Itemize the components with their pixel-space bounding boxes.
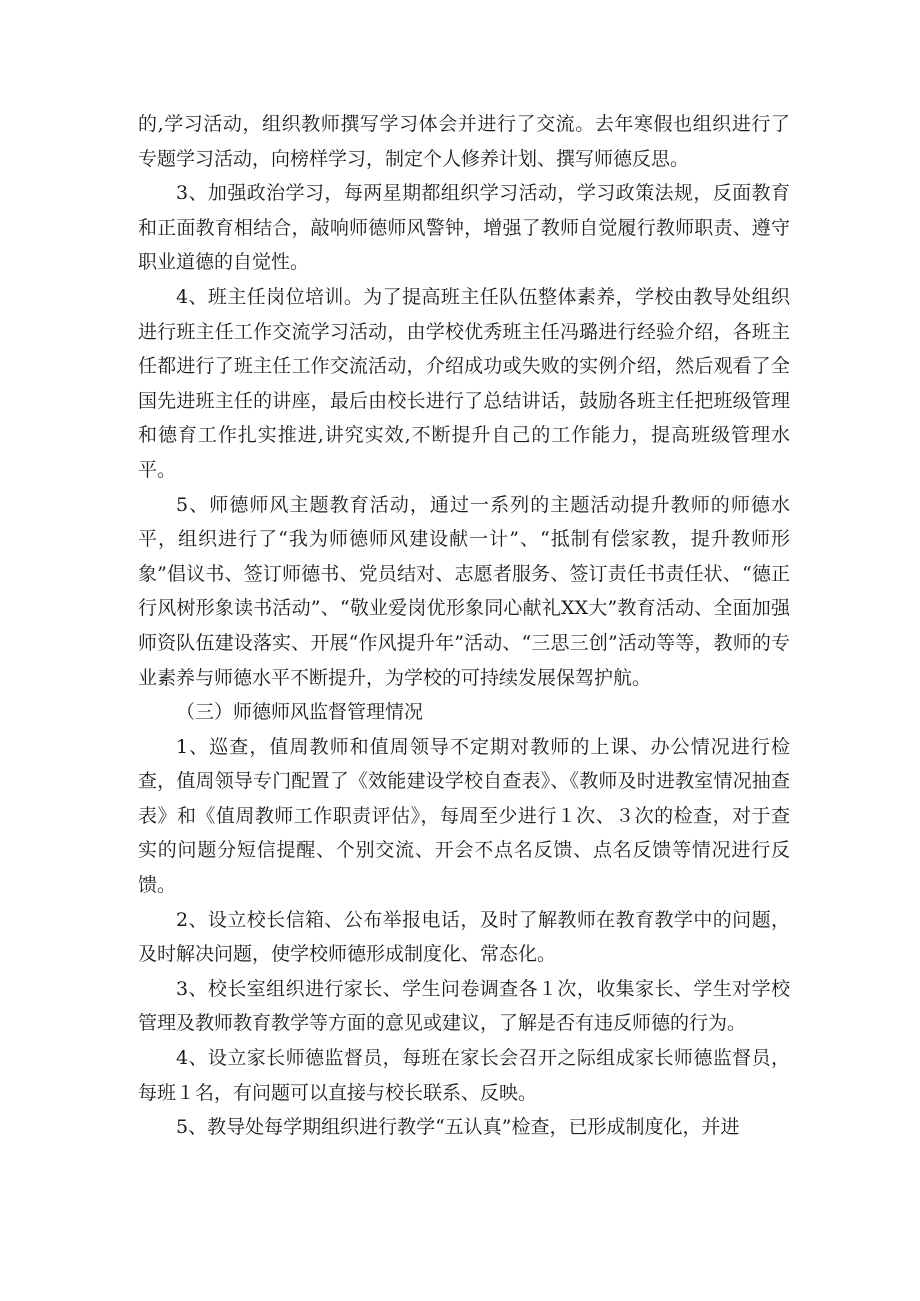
paragraph-mailbox: 2、设立校长信箱、公布举报电话，及时了解教师在教育教学中的问题，及时解决问题，使学校师德形成制度化、常态化。 (138, 908, 790, 966)
paragraph-ethics-education: 5、师德师风主题教育活动，通过一系列的主题活动提升教师的师德水平，组织进行了“我为师德师风建设献一计”、“抵制有偿家教，提升教师形象”倡议书、签订师德书、党员结对、志愿者服务、签订责任书责任状、“德正行风树形象读书活动”、“敬业爱岗优形象同心献礼XX大”教育活动、全面加强师资队伍建设落实、开展“作风提升年”活动、“三思三创”活动等等，教师的专业素养与师德水平不断提升，为学校的可持续发展保驾护航。 (138, 493, 790, 689)
paragraph-political-study: 3、加强政治学习，每两星期都组织学习活动，学习政策法规，反面教育和正面教育相结合，敲响师德师风警钟，增强了教师自觉履行教师职责、遵守职业道德的自觉性。 (138, 182, 790, 274)
paragraph-parent-supervisor: 4、设立家长师德监督员，每班在家长会召开之际组成家长师德监督员，每班１名，有问题可以直接与校长联系、反映。 (138, 1047, 790, 1104)
paragraph-survey: 3、校长室组织进行家长、学生问卷调查各１次，收集家长、学生对学校管理及教师教育教学等方面的意见或建议，了解是否有违反师德的行为。 (138, 977, 790, 1035)
paragraph-head-teacher-training: 4、班主任岗位培训。为了提高班主任队伍整体素养，学校由教导处组织进行班主任工作交流学习活动，由学校优秀班主任冯璐进行经验介绍，各班主任都进行了班主任工作交流活动，介绍成功或失败的实例介绍，然后观看了全国先进班主任的讲座，最后由校长进行了总结讲话，鼓励各班主任把班级管理和德育工作扎实推进,讲究实效,不断提升自己的工作能力，提高班级管理水平。 (138, 285, 790, 481)
document-body (138, 107, 790, 1145)
section-heading: （三）师德师风监督管理情况 (176, 701, 424, 724)
paragraph-inspection: 1、巡查，值周教师和值周领导不定期对教师的上课、办公情况进行检查，值周领导专门配置了《效能建设学校自查表》、《教师及时进教室情况抽查表》和《值周教师工作职责评估》，每周至少进行１次、３次的检查，对于查实的问题分短信提醒、个别交流、开会不点名反馈、点名反馈等情况进行反馈。 (138, 735, 790, 897)
paragraph-teaching-check: 5、教导处每学期组织进行教学“五认真”检查，已形成制度化，并进 (176, 1116, 740, 1139)
paragraph-continuation: 的,学习活动，组织教师撰写学习体会并进行了交流。去年寒假也组织进行了专题学习活动，向榜样学习，制定个人修养计划、撰写师德反思。 (138, 113, 790, 170)
